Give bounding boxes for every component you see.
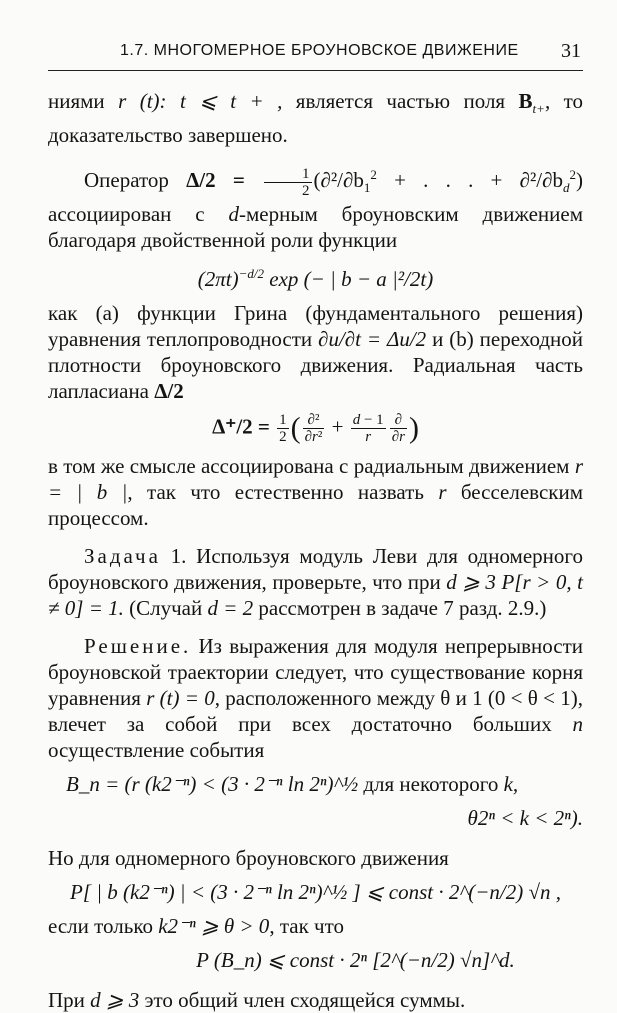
math-inline: r (438, 480, 447, 505)
math-inline: B (518, 89, 533, 113)
running-head: 1.7. МНОГОМЕРНОЕ БРОУНОВСКОЕ ДВИЖЕНИЕ (120, 42, 519, 59)
page-body (48, 88, 583, 1013)
math-inline: (2πt) (197, 267, 239, 292)
task-paragraph (48, 543, 583, 621)
text-fragment: (Случай (123, 596, 208, 621)
text-fragment: , так что естественно назвать (127, 480, 439, 505)
formula-pbn (48, 947, 583, 973)
fraction: $\frac{1}{2}$ (279, 412, 287, 446)
fraction: $\frac{\partial}{\partial r}$ (391, 412, 405, 446)
math-inline: P[ | b (k2⁻ⁿ) | < (3 · 2⁻ⁿ ln 2ⁿ)^½ ] ⩽ const · 2^(−n/2) √n , (70, 880, 561, 905)
math-inline: r (t): t ⩽ t + , (118, 89, 283, 113)
fraction: $\frac{\text{∂²}}{\text{∂r²}}$ (304, 412, 323, 446)
paragraph-but (48, 845, 583, 871)
math-inline: k, (503, 772, 519, 797)
text-fragment: , так что (269, 914, 344, 939)
text-fragment: Оператор (84, 168, 187, 193)
formula-radial: Δ⁺/2 = $\frac{1}{2}$ ( $\frac{\text{∂²}}{\text{∂r²}}$ + $\frac{d - 1}{r}$ $\frac{\partial}{\partial r}$ ) (212, 411, 419, 446)
math-inline: d = 2 (207, 596, 254, 621)
page-header (48, 40, 583, 71)
solution-paragraph (48, 633, 583, 763)
paragraph-if (48, 913, 583, 939)
page-number: 31 (561, 40, 581, 62)
task-label: Задача (84, 544, 161, 569)
math-subscript: t+ (532, 101, 545, 117)
paragraph-2: Оператор Δ/2 = $\frac{1}{2}$ ($\partial^2/\partial b_1^2$ + . . . + $\partial^2/\partial b_d^2$) ассоциирован с d-мерным броуновским движением благодаря двойственной роли функции (48, 165, 584, 253)
text-fragment: Из выражения для модуля непрерывности броуновской траектории следует, что существование корня уравнения (48, 634, 583, 711)
math-inline: d ⩾ 3 (90, 988, 140, 1013)
text-fragment: Но для одномерного броуновского движения (48, 846, 449, 871)
paragraph-1 (48, 88, 583, 148)
math-inline: B_n = (r (k2⁻ⁿ) < (3 · 2⁻ⁿ ln 2ⁿ)^½ (66, 772, 359, 797)
solution-label: Решение. (84, 634, 192, 659)
text-fragment: и (b) переходной плотности броуновского движения. Радиальная часть лапласиана (48, 327, 584, 404)
math-inline: Δ/2 = (186, 168, 263, 193)
math-inline: P (B_n) ⩽ const · 2ⁿ [2^(−n/2) √n]^d. (196, 948, 515, 973)
fraction: $\frac{d - 1}{r}$ (352, 412, 384, 446)
formula-green (48, 261, 583, 292)
text-fragment: осуществление события (48, 738, 265, 763)
math-inline: ∂u/∂t = Δu/2 (318, 327, 427, 352)
text-fragment: в том же смысле ассоциирована с радиальным движением (48, 454, 575, 479)
text-fragment: , то доказательство завершено. (48, 89, 584, 148)
math-inline: k2⁻ⁿ ⩾ θ > 0 (158, 914, 270, 939)
fraction: $\frac{1}{2}$ (264, 166, 312, 199)
text-fragment: , расположенного между θ и 1 (0 < θ < 1), влечет за собой при всех достаточно больших (48, 686, 583, 737)
text-fragment: является частью поля (282, 89, 519, 113)
math-inline: d ⩾ 3 P[r > 0, t ≠ 0] = 1. (48, 570, 583, 621)
text-fragment: -мерным броуновским движением благодаря двойственной роли функции (48, 202, 584, 253)
text-fragment: бесселевским процессом. (48, 480, 584, 531)
math-inline: r = | b | (48, 454, 583, 505)
text-fragment: рассмотрен в задаче 7 разд. 2.9.) (253, 596, 547, 621)
math-inline: r (t) = 0 (146, 686, 215, 711)
text-fragment: это общий член сходящейся суммы. (139, 988, 466, 1013)
math-inline: d (228, 202, 240, 227)
text-fragment: для некоторого (358, 772, 504, 797)
paragraph-3 (48, 300, 583, 404)
text-fragment: При (48, 988, 91, 1013)
text-fragment: как (а) функции Грина (фундаментального решения) уравнения теплопроводности (48, 301, 583, 352)
text-fragment: ниями (48, 89, 119, 113)
formula-prob (48, 879, 583, 905)
paragraph-4 (48, 453, 583, 531)
paragraph-final (48, 987, 583, 1013)
formula-bn (48, 771, 583, 797)
math-inline: θ2ⁿ < k < 2ⁿ). (467, 806, 583, 831)
math-inline: n (572, 712, 583, 737)
text-fragment: ассоциирован с (48, 202, 229, 227)
formula-bn-range (48, 805, 583, 831)
math-superscript: −d/2 (238, 266, 264, 282)
math-inline: exp (− | b − a |²/2t) (264, 267, 434, 292)
math-inline: Δ/2 (154, 379, 184, 404)
text-fragment: 1. Используя модуль Леви для одномерного броуновского движения, проверьте, что при (48, 544, 583, 595)
math-inline: Δ⁺/2 = (212, 414, 276, 439)
text-fragment: если только (48, 914, 159, 939)
